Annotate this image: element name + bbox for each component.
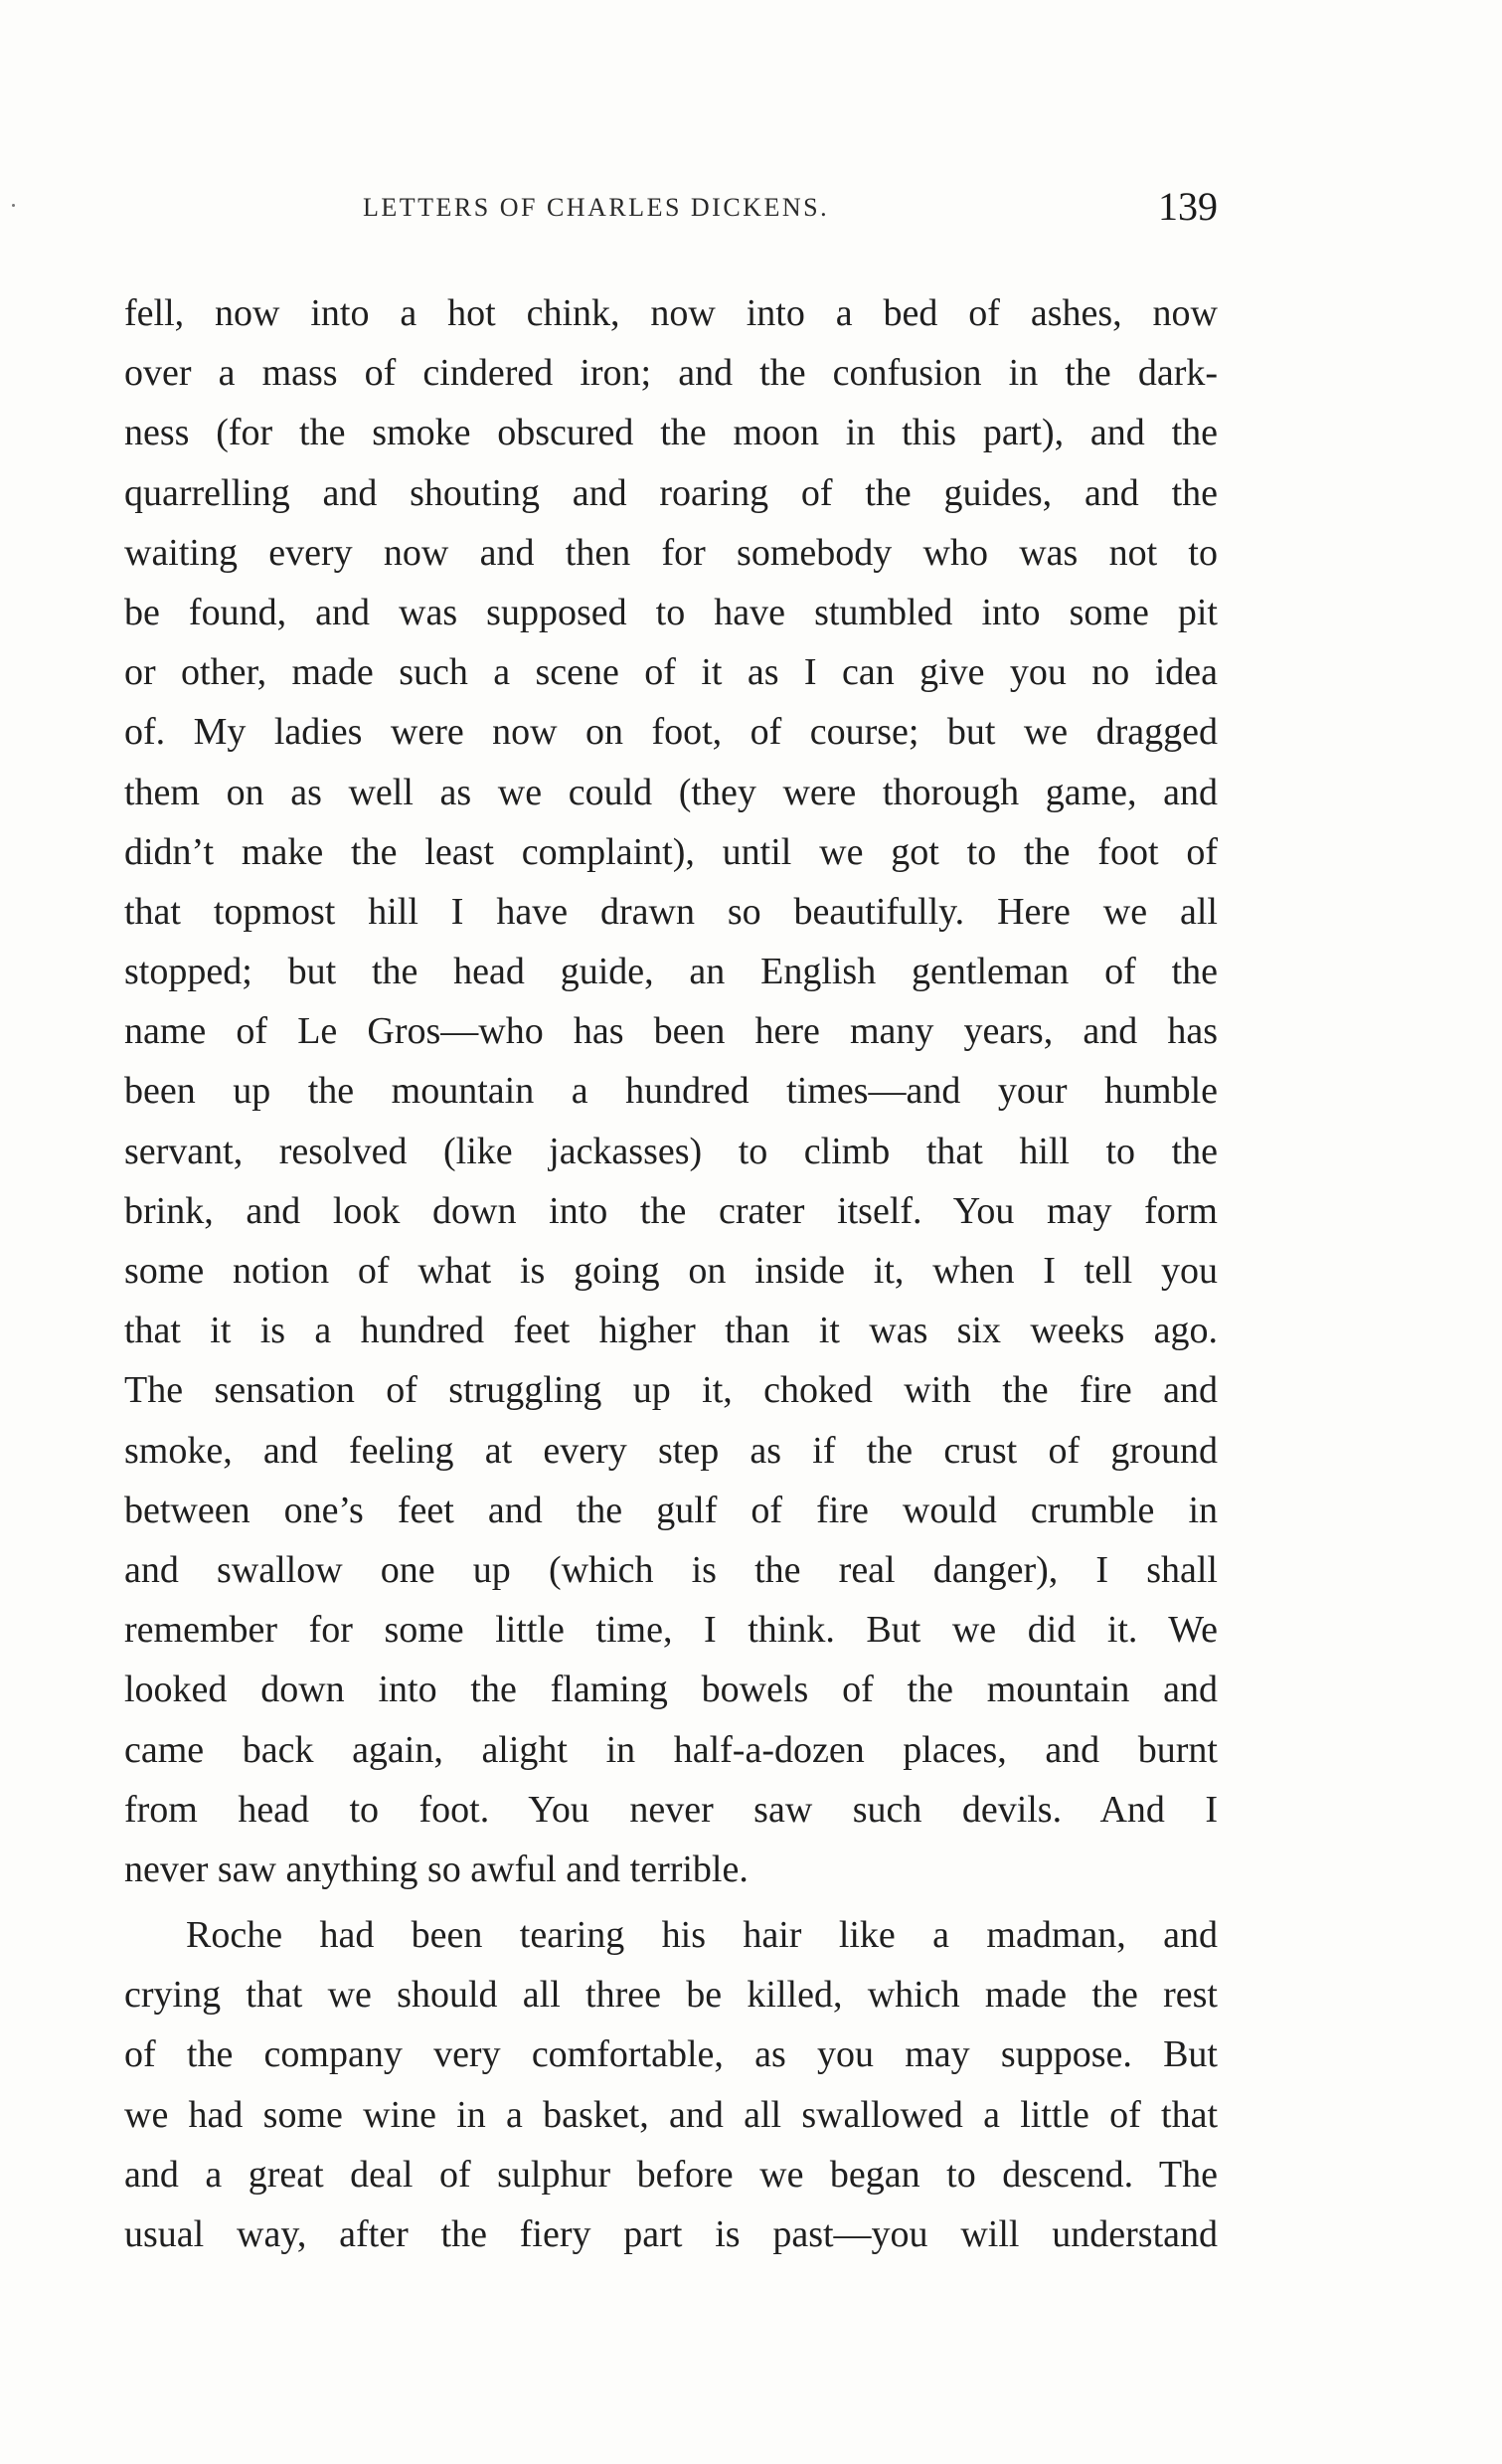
text-line: of the company very comfortable, as you may suppose. But <box>124 2033 1218 2076</box>
text-line: name of Le Gros—who has been here many years, and has <box>124 1010 1218 1053</box>
text-line: of. My ladies were now on foot, of course; but we dragged <box>124 711 1218 754</box>
paragraph-2 <box>124 1905 1218 2264</box>
text-line: be found, and was supposed to have stumbled into some pit <box>124 591 1218 633</box>
paragraph-1 <box>124 283 1218 1899</box>
text-line: and swallow one up (which is the real danger), I shall <box>124 1548 1218 1591</box>
body-text <box>124 283 1218 2264</box>
text-line: that topmost hill I have drawn so beautifully. Here we all <box>124 890 1218 933</box>
text-line: or other, made such a scene of it as I can give you no idea <box>124 651 1218 694</box>
text-line: smoke, and feeling at every step as if the crust of ground <box>124 1429 1218 1472</box>
text-line: been up the mountain a hundred times—and your humble <box>124 1070 1218 1113</box>
text-line: remember for some little time, I think. But we did it. We <box>124 1609 1218 1652</box>
text-line: between one’s feet and the gulf of fire would crumble in <box>124 1489 1218 1531</box>
print-speck <box>12 204 15 207</box>
page-number: 139 <box>1158 184 1218 229</box>
text-line: crying that we should all three be killed, which made the rest <box>124 1974 1218 2017</box>
text-line: didn’t make the least complaint), until we got to the foot of <box>124 830 1218 873</box>
text-line: came back again, alight in half-a-dozen places, and burnt <box>124 1728 1218 1771</box>
text-line: over a mass of cindered iron; and the confusion in the dark- <box>124 352 1218 395</box>
text-line: fell, now into a hot chink, now into a bed of ashes, now <box>124 292 1218 334</box>
text-line: quarrelling and shouting and roaring of the guides, and the <box>124 471 1218 514</box>
text-line: brink, and look down into the crater itself. You may form <box>124 1189 1218 1232</box>
running-head <box>124 184 1218 239</box>
text-line: usual way, after the fiery part is past—you will understand <box>124 2213 1218 2255</box>
text-line: stopped; but the head guide, an English gentleman of the <box>124 951 1218 993</box>
running-title: LETTERS OF CHARLES DICKENS. <box>363 193 830 222</box>
text-line: that it is a hundred feet higher than it was six weeks ago. <box>124 1310 1218 1352</box>
text-line: Roche had been tearing his hair like a madman, and <box>186 1914 1218 1957</box>
text-line: from head to foot. You never saw such devils. And I <box>124 1788 1218 1831</box>
text-line: servant, resolved (like jackasses) to climb that hill to the <box>124 1130 1218 1172</box>
text-line: ness (for the smoke obscured the moon in this part), and the <box>124 412 1218 454</box>
text-line: looked down into the flaming bowels of the mountain and <box>124 1669 1218 1711</box>
text-line: some notion of what is going on inside it, when I tell you <box>124 1250 1218 1292</box>
text-line: waiting every now and then for somebody who was not to <box>124 531 1218 574</box>
text-line: we had some wine in a basket, and all swallowed a little of that <box>124 2093 1218 2136</box>
text-line: and a great deal of sulphur before we began to descend. The <box>124 2153 1218 2196</box>
text-line: never saw anything so awful and terrible. <box>124 1848 749 1890</box>
text-line: them on as well as we could (they were thorough game, and <box>124 771 1218 813</box>
text-line: The sensation of struggling up it, choked with the fire and <box>124 1369 1218 1412</box>
